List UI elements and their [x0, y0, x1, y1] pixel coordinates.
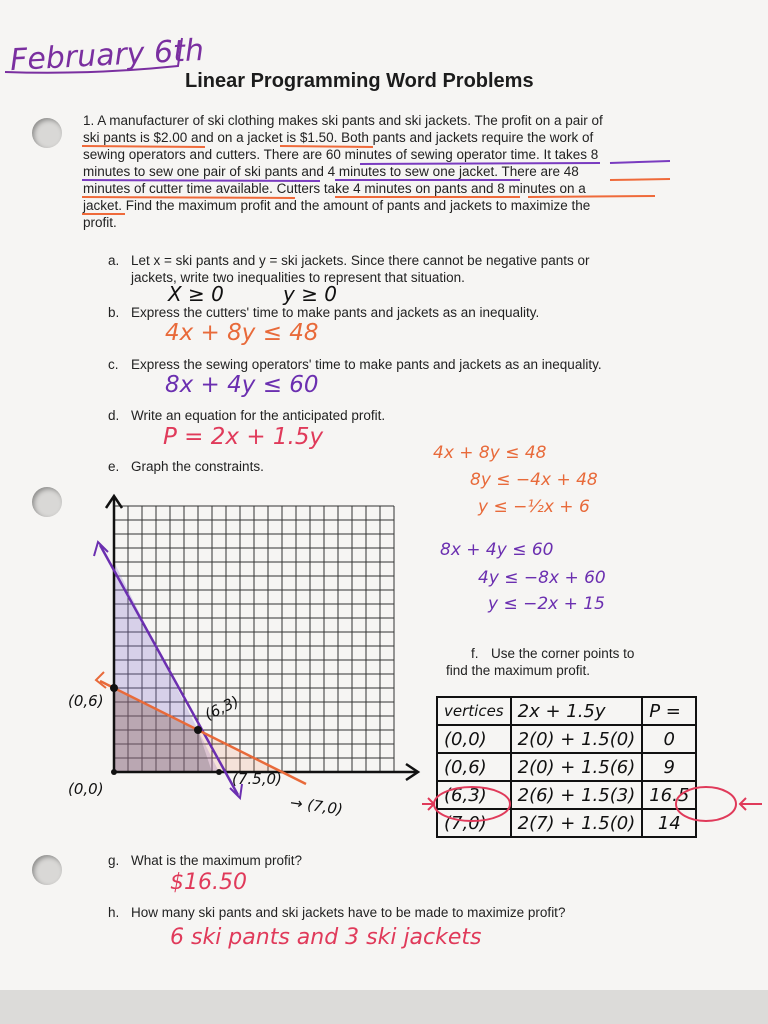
binder-hole-top [32, 118, 62, 148]
sewing-work-line-3: y ≤ −2x + 15 [488, 594, 605, 614]
vertex-0-6 [110, 684, 118, 692]
table-cell-value: 0 [642, 725, 696, 753]
problem-line-7: profit. [83, 215, 117, 230]
table-cell-value-max: 16.5 [642, 781, 696, 809]
part-c-answer: 8x + 4y ≤ 60 [165, 372, 319, 398]
table-row [437, 725, 696, 753]
vertex-7-5-0 [216, 769, 222, 775]
problem-line-1: A manufacturer of ski clothing makes ski pants and ski jackets. The profit on a pair of [97, 113, 603, 128]
part-d-question: Write an equation for the anticipated profit. [131, 408, 386, 423]
problem-number: 1. [83, 113, 95, 128]
cutter-work-line-3: y ≤ −½x + 6 [478, 497, 590, 517]
table-cell-vertex: (0,0) [437, 725, 511, 753]
part-c-label: c. [108, 357, 119, 372]
part-a-answer-y: y ≥ 0 [283, 282, 338, 306]
table-header-p: P = [642, 697, 696, 725]
date-underline [0, 30, 190, 80]
table-cell-value: 14 [642, 809, 696, 837]
problem-line-2: ski pants is $2.00 and on a jacket is $1.50. Both pants and jackets require the work of [83, 130, 594, 145]
part-g-label: g. [108, 853, 120, 868]
label-point-7-5-0: (7.5,0) [232, 770, 282, 788]
vertex-0-0 [111, 769, 117, 775]
page-title: Linear Programming Word Problems [185, 70, 534, 92]
label-arrow-7-0: → (7,0) [289, 793, 344, 819]
problem-line-3: sewing operators and cutters. There are 60 minutes of sewing operator time. It takes 8 [83, 147, 599, 162]
problem-underlines [80, 125, 680, 225]
table-cell-vertex: (7,0) [437, 809, 511, 837]
part-h-question: How many ski pants and ski jackets have to be made to maximize profit? [131, 905, 566, 920]
part-a-label: a. [108, 253, 120, 268]
part-a-line-1: Let x = ski pants and y = ski jackets. Since there cannot be negative pants or [131, 253, 590, 268]
table-cell-expression: 2(7) + 1.5(0) [511, 809, 643, 837]
part-f-label: f. [471, 646, 479, 661]
part-e-question: Graph the constraints. [131, 459, 264, 474]
handwritten-date: February 6th [9, 32, 205, 79]
problem-line-6: jacket. Find the maximum profit and the amount of pants and jackets to maximize the [83, 198, 591, 213]
part-a-line-2: jackets, write two inequalities to represent that situation. [131, 270, 465, 285]
part-b-answer: 4x + 8y ≤ 48 [165, 320, 319, 346]
sewing-work-line-1: 8x + 4y ≤ 60 [440, 540, 554, 560]
label-point-0-6: (0,6) [68, 692, 104, 710]
sewing-work-line-2: 4y ≤ −8x + 60 [478, 568, 606, 588]
problem-line-5: minutes of cutter time available. Cutters take 4 minutes on pants and 8 minutes on a [83, 181, 586, 196]
desk-surface [0, 990, 768, 1024]
binder-hole-bottom [32, 855, 62, 885]
table-cell-value: 9 [642, 753, 696, 781]
part-g-question: What is the maximum profit? [131, 853, 303, 868]
part-d-answer: P = 2x + 1.5y [163, 424, 324, 450]
problem-line-4: minutes to sew one pair of ski pants and 4 minutes to sew one jacket. There are 48 [83, 164, 579, 179]
table-cell-vertex: (0,6) [437, 753, 511, 781]
cutter-work-line-1: 4x + 8y ≤ 48 [433, 443, 547, 463]
table-header-expression: 2x + 1.5y [511, 697, 643, 725]
label-point-6-3: (6,3) [201, 692, 242, 724]
part-b-label: b. [108, 305, 120, 320]
part-b-question: Express the cutters' time to make pants and jackets as an inequality. [131, 305, 540, 320]
cutter-line-arrow-left [96, 672, 106, 688]
table-cell-expression: 2(0) + 1.5(0) [511, 725, 643, 753]
part-h-answer: 6 ski pants and 3 ski jackets [170, 925, 482, 950]
label-point-0-0: (0,0) [68, 780, 104, 798]
table-cell-vertex-max: (6,3) [437, 781, 511, 809]
part-a-answer-x: X ≥ 0 [168, 282, 224, 306]
binder-hole-middle [32, 487, 62, 517]
cutter-work-line-2: 8y ≤ −4x + 48 [470, 470, 598, 490]
vertex-6-3 [194, 726, 202, 734]
table-cell-expression: 2(0) + 1.5(6) [511, 753, 643, 781]
table-header-row [437, 697, 696, 725]
part-c-question: Express the sewing operators' time to make pants and jackets as an inequality. [131, 357, 602, 372]
part-h-label: h. [108, 905, 120, 920]
table-cell-expression: 2(6) + 1.5(3) [511, 781, 643, 809]
part-g-answer: $16.50 [170, 870, 247, 895]
table-row [437, 753, 696, 781]
part-d-label: d. [108, 408, 120, 423]
part-f-line-2: find the maximum profit. [446, 663, 591, 678]
part-e-label: e. [108, 459, 120, 474]
max-row-circles [420, 780, 768, 830]
part-f-line-1: Use the corner points to [491, 646, 635, 661]
table-header-vertices: vertices [437, 697, 511, 725]
